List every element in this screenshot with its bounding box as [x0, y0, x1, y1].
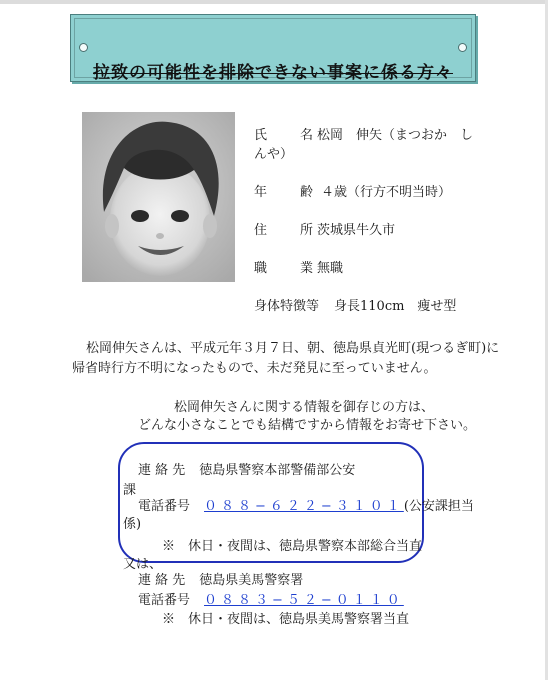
contact2-label: 連 絡 先 — [138, 573, 186, 588]
name-label-a: 氏 — [254, 128, 268, 143]
contact2-phone-row — [138, 591, 404, 611]
name-label-b: 名 — [300, 128, 314, 143]
features-row — [254, 297, 456, 316]
description-line-2: 帰省時行方不明になったもので、未だ発見に至っていません。 — [72, 361, 437, 376]
address-label-b: 所 — [300, 223, 314, 238]
contact1-holiday: ※ 休日・夜間は、徳島県警察本部総合当直 — [162, 539, 423, 554]
contact2-phone-link[interactable]: ０８８３−５２−０１１０ — [204, 593, 404, 608]
contact1-org: 徳島県警察本部警備部公安 — [199, 463, 356, 478]
job-row — [254, 259, 343, 278]
banner-title: 拉致の可能性を排除できない事案に係る方々 — [93, 63, 453, 83]
address-label-a: 住 — [254, 223, 268, 238]
job-value: 無職 — [317, 261, 344, 276]
contact1-label: 連 絡 先 — [138, 463, 186, 478]
age-label-b: 齢 — [300, 185, 314, 200]
job-label-a: 職 — [254, 261, 268, 276]
appeal-line-2: どんな小さなことでも結構ですから情報をお寄せ下さい。 — [138, 418, 477, 433]
contact1-org-row — [138, 461, 355, 481]
contact2-prefix: 又は、 — [123, 557, 163, 572]
contact2-phone-label: 電話番号 — [138, 593, 191, 608]
contact1-org-cont: 課 — [123, 483, 137, 498]
features-label: 身体特徴等 — [254, 299, 320, 314]
title-banner — [70, 14, 476, 82]
name-row-cont — [254, 145, 293, 164]
contact1-phone-row — [138, 497, 474, 517]
age-value: ４歳（行方不明当時） — [321, 185, 452, 200]
contact2-org: 徳島県美馬警察署 — [199, 573, 304, 588]
name-value: 松岡 伸矢（まつおか し — [317, 128, 474, 143]
contact1-phone-note: (公安課担当 — [403, 499, 474, 514]
name-row — [254, 126, 473, 145]
features-value: 身長110cm 痩せ型 — [334, 299, 457, 314]
contact1-phone-link[interactable]: ０８８−６２２−３１０１ — [204, 499, 404, 514]
name-value-cont: んや） — [254, 147, 294, 162]
appeal-line-1: 松岡伸矢さんに関する情報を御存じの方は、 — [174, 400, 435, 415]
description-line-1: 松岡伸矢さんは、平成元年３月７日、朝、徳島県貞光町(現つるぎ町)に — [86, 341, 500, 356]
age-row — [254, 183, 451, 202]
page-top-edge — [0, 0, 548, 4]
job-label-b: 業 — [300, 261, 314, 276]
contact2-org-row — [138, 571, 303, 591]
rivet-right-icon — [458, 43, 467, 52]
rivet-left-icon — [79, 43, 88, 52]
contact2-holiday: ※ 休日・夜間は、徳島県美馬警察署当直 — [162, 612, 410, 627]
contact1-phone-note-cont: 係) — [123, 517, 142, 532]
address-row — [254, 221, 395, 240]
child-photo — [82, 112, 235, 282]
contact1-phone-label: 電話番号 — [138, 499, 191, 514]
age-label-a: 年 — [254, 185, 268, 200]
address-value: 茨城県牛久市 — [317, 223, 396, 238]
